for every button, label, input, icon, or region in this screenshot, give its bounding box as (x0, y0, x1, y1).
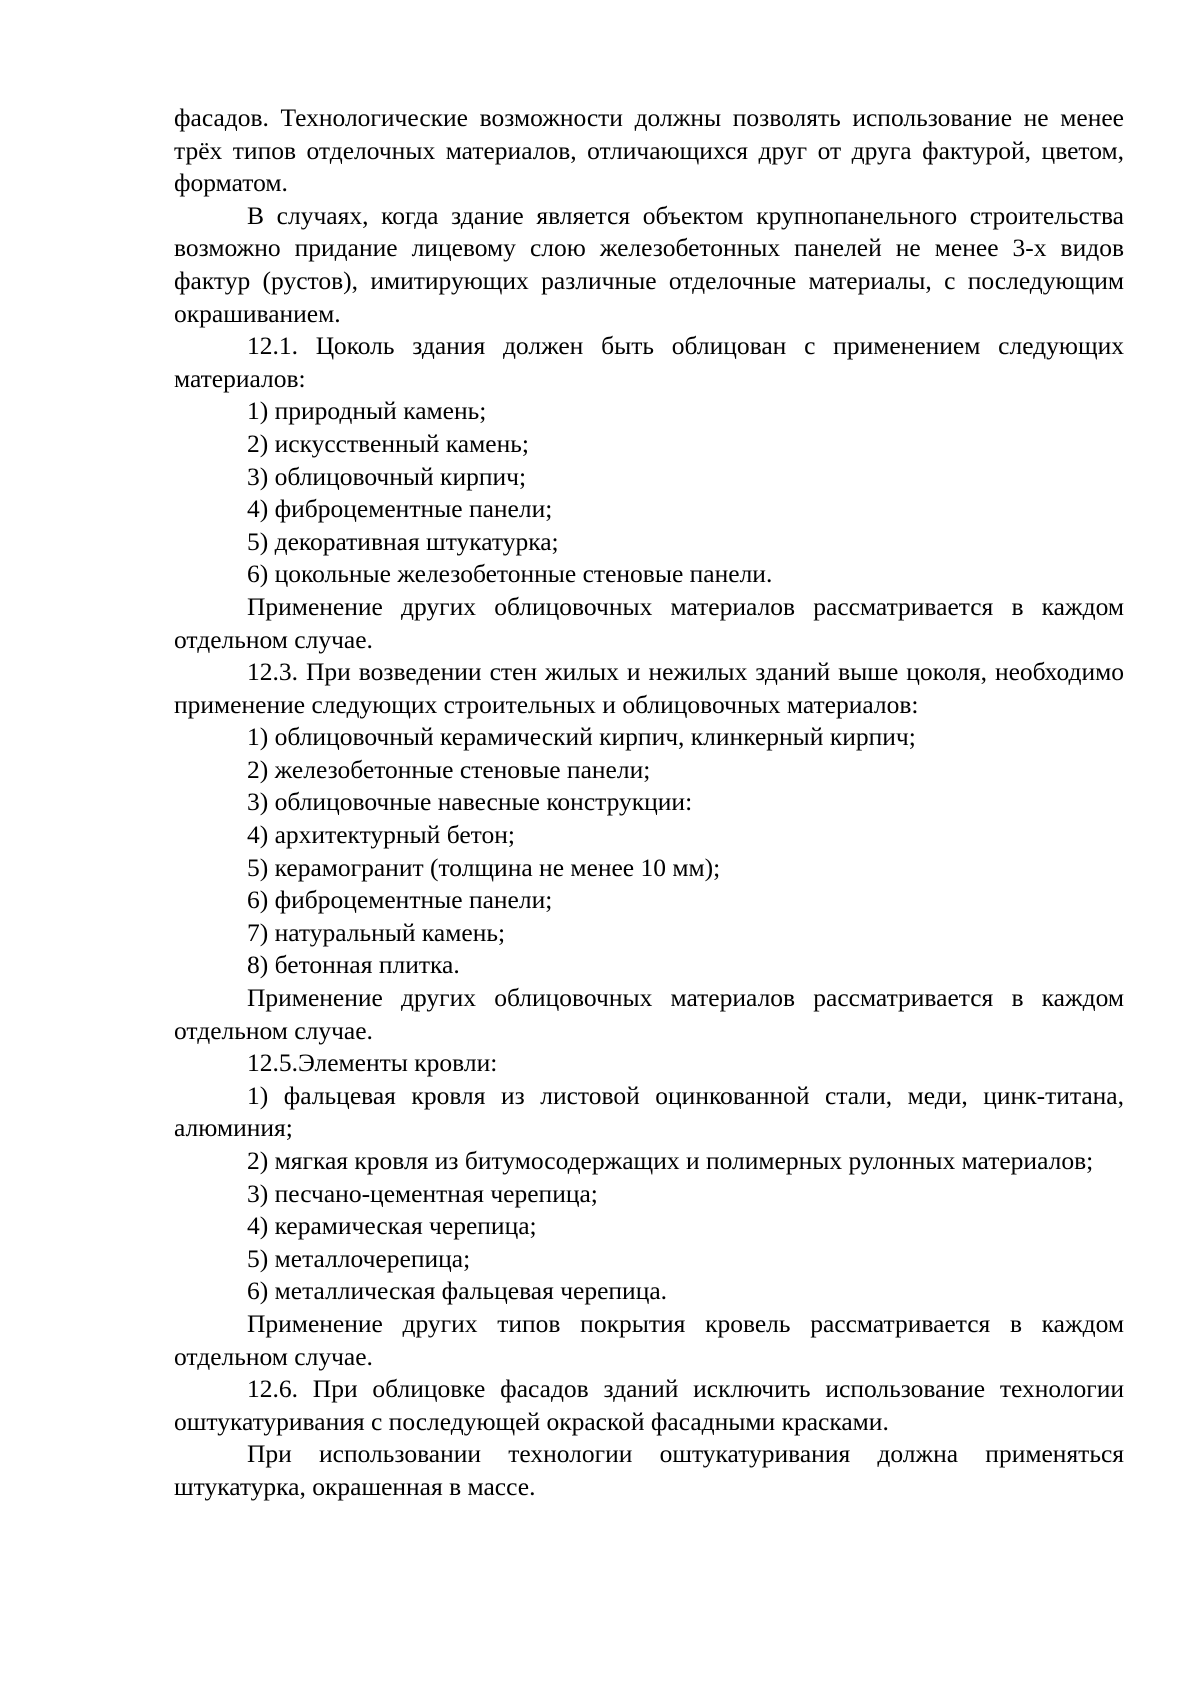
document-page (174, 102, 1124, 1504)
section-12-6-paragraph: 12.6. При облицовке фасадов зданий исключить использование технологии оштукатуривания с последующей окраской фасадными красками. (174, 1374, 1124, 1436)
section-12-1-note: Применение других облицовочных материалов рассматривается в каждом отдельном случае. (174, 591, 1124, 654)
section-12-1-list (174, 395, 1124, 591)
section-12-5-note: Применение других типов покрытия кровель рассматривается в каждом отдельном случае. (174, 1308, 1124, 1371)
list-item: 7) натуральный камень; (247, 917, 506, 947)
list-item: 3) песчано-цементная черепица; (247, 1178, 598, 1208)
list-item: 2) мягкая кровля из битумосодержащих и полимерных рулонных материалов; (247, 1146, 1094, 1175)
list-item: 4) архитектурный бетон; (247, 820, 515, 850)
list-item: 2) железобетонные стеновые панели; (247, 754, 651, 784)
list-item: 8) бетонная плитка. (247, 950, 460, 980)
section-12-6-paragraph-2: При использовании технологии оштукатуривания должна применяться штукатурка, окрашенная в массе. (174, 1439, 1124, 1501)
section-12-3-heading: 12.3. При возведении стен жилых и нежилых зданий выше цоколя, необходимо применение следующих строительных и облицовочных материалов: (174, 657, 1124, 719)
section-12-5-list (174, 1080, 1124, 1308)
list-item: 1) природный камень; (247, 396, 487, 426)
list-item: 4) керамическая черепица; (247, 1211, 537, 1241)
list-item: 5) металлочерепица; (247, 1243, 471, 1273)
list-item: 3) облицовочный кирпич; (247, 461, 527, 491)
list-item: 2) искусственный камень; (247, 428, 529, 458)
panel-construction-paragraph: В случаях, когда здание является объектом крупнопанельного строительства возможно придание лицевому слою железобетонных панелей не менее 3-х видов фактур (рустов), имитирующих различные отделочные материалы, с последующим окрашиванием. (174, 200, 1124, 328)
section-12-1-heading: 12.1. Цоколь здания должен быть облицован с применением следующих материалов: (174, 331, 1124, 393)
list-item: 5) декоративная штукатурка; (247, 526, 559, 556)
section-12-3-note: Применение других облицовочных материалов рассматривается в каждом отдельном случае. (174, 983, 1124, 1045)
list-item: 6) фиброцементные панели; (247, 885, 553, 915)
section-12-3-list (174, 721, 1124, 982)
list-item: 1) облицовочный керамический кирпич, клинкерный кирпич; (247, 722, 916, 752)
list-item: 5) керамогранит (толщина не менее 10 мм); (247, 852, 721, 882)
list-item: 4) фиброцементные панели; (247, 494, 553, 524)
intro-paragraph: фасадов. Технологические возможности должны позволять использование не менее трёх типов отделочных материалов, отличающихся друг от друга фактурой, цветом, форматом. (174, 103, 1124, 198)
list-item: 1) фальцевая кровля из листовой оцинкованной стали, меди, цинк-титана, алюминия; (174, 1080, 1124, 1143)
list-item: 3) облицовочные навесные конструкции: (247, 787, 693, 817)
list-item: 6) металлическая фальцевая черепица. (247, 1276, 668, 1306)
section-12-5-heading: 12.5.Элементы кровли: (247, 1048, 498, 1078)
list-item: 6) цокольные железобетонные стеновые панели. (247, 559, 773, 589)
